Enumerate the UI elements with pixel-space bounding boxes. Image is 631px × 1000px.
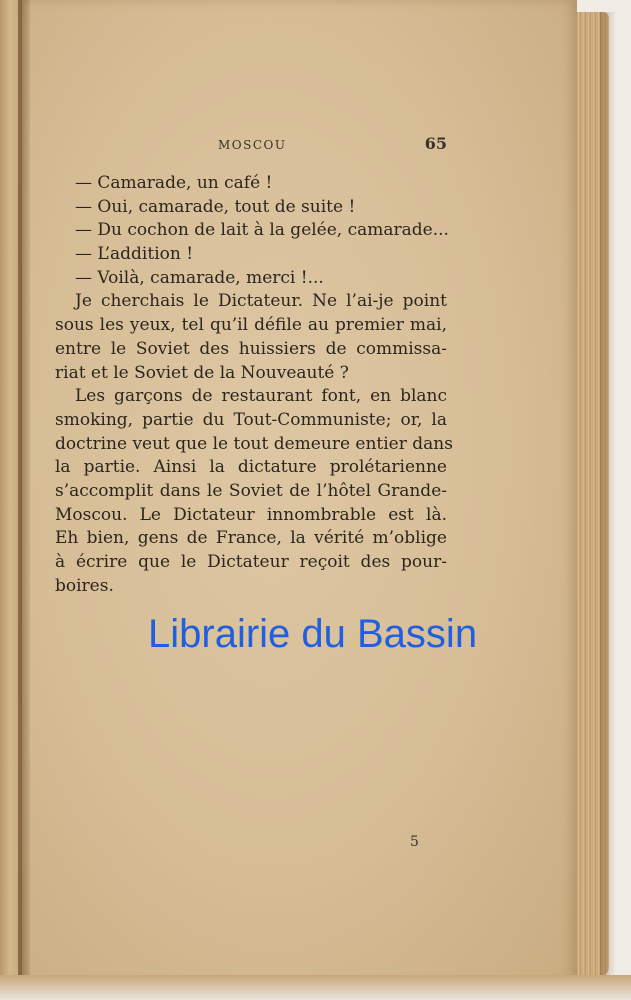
signature-mark: 5 (410, 834, 419, 850)
paragraph-line: smoking, partie du Tout-Communiste; or, la (55, 409, 447, 430)
paragraph-line: boires. (55, 575, 114, 596)
body-text (55, 172, 453, 598)
watermark-text: Librairie du Bassin (148, 612, 478, 656)
dialogue-line: — Camarade, un café ! (75, 173, 273, 193)
paragraph-line: Je cherchais le Dictateur. Ne l’ai-je point (75, 291, 447, 312)
paragraph-line: la partie. Ainsi la dictature prolétarienne (55, 457, 447, 478)
page-number: 65 (424, 134, 447, 153)
paragraph-line: Les garçons de restaurant font, en blanc (75, 386, 447, 407)
dialogue-line: — Du cochon de lait à la gelée, camarade... (75, 220, 449, 241)
paragraph-line: à écrire que le Dictateur reçoit des pour- (55, 552, 447, 572)
paragraph-line: Eh bien, gens de France, la vérité m’oblige (55, 528, 447, 549)
paragraph-line: entre le Soviet des huissiers de commissa- (55, 338, 447, 359)
dialogue-line: — L’addition ! (75, 244, 194, 265)
dialogue-line: — Oui, camarade, tout de suite ! (75, 196, 356, 217)
paragraph-line: Moscou. Le Dictateur innombrable est là. (55, 504, 447, 525)
paragraph-line: sous les yeux, tel qu’il défile au premier mai, (55, 315, 447, 336)
paragraph-line: doctrine veut que le tout demeure entier dans (55, 433, 453, 454)
running-header-title: MOSCOU (218, 138, 287, 152)
running-header (55, 136, 447, 158)
book-gutter (18, 0, 30, 1000)
paragraph-line: s’accomplit dans le Soviet de l’hôtel Grande- (55, 480, 447, 501)
page-edges-shadow (600, 12, 616, 977)
dialogue-line: — Voilà, camarade, merci !... (75, 267, 324, 288)
paragraph-line: riat et le Soviet de la Nouveauté ? (55, 362, 349, 383)
page-bottom-edge (0, 975, 631, 1000)
